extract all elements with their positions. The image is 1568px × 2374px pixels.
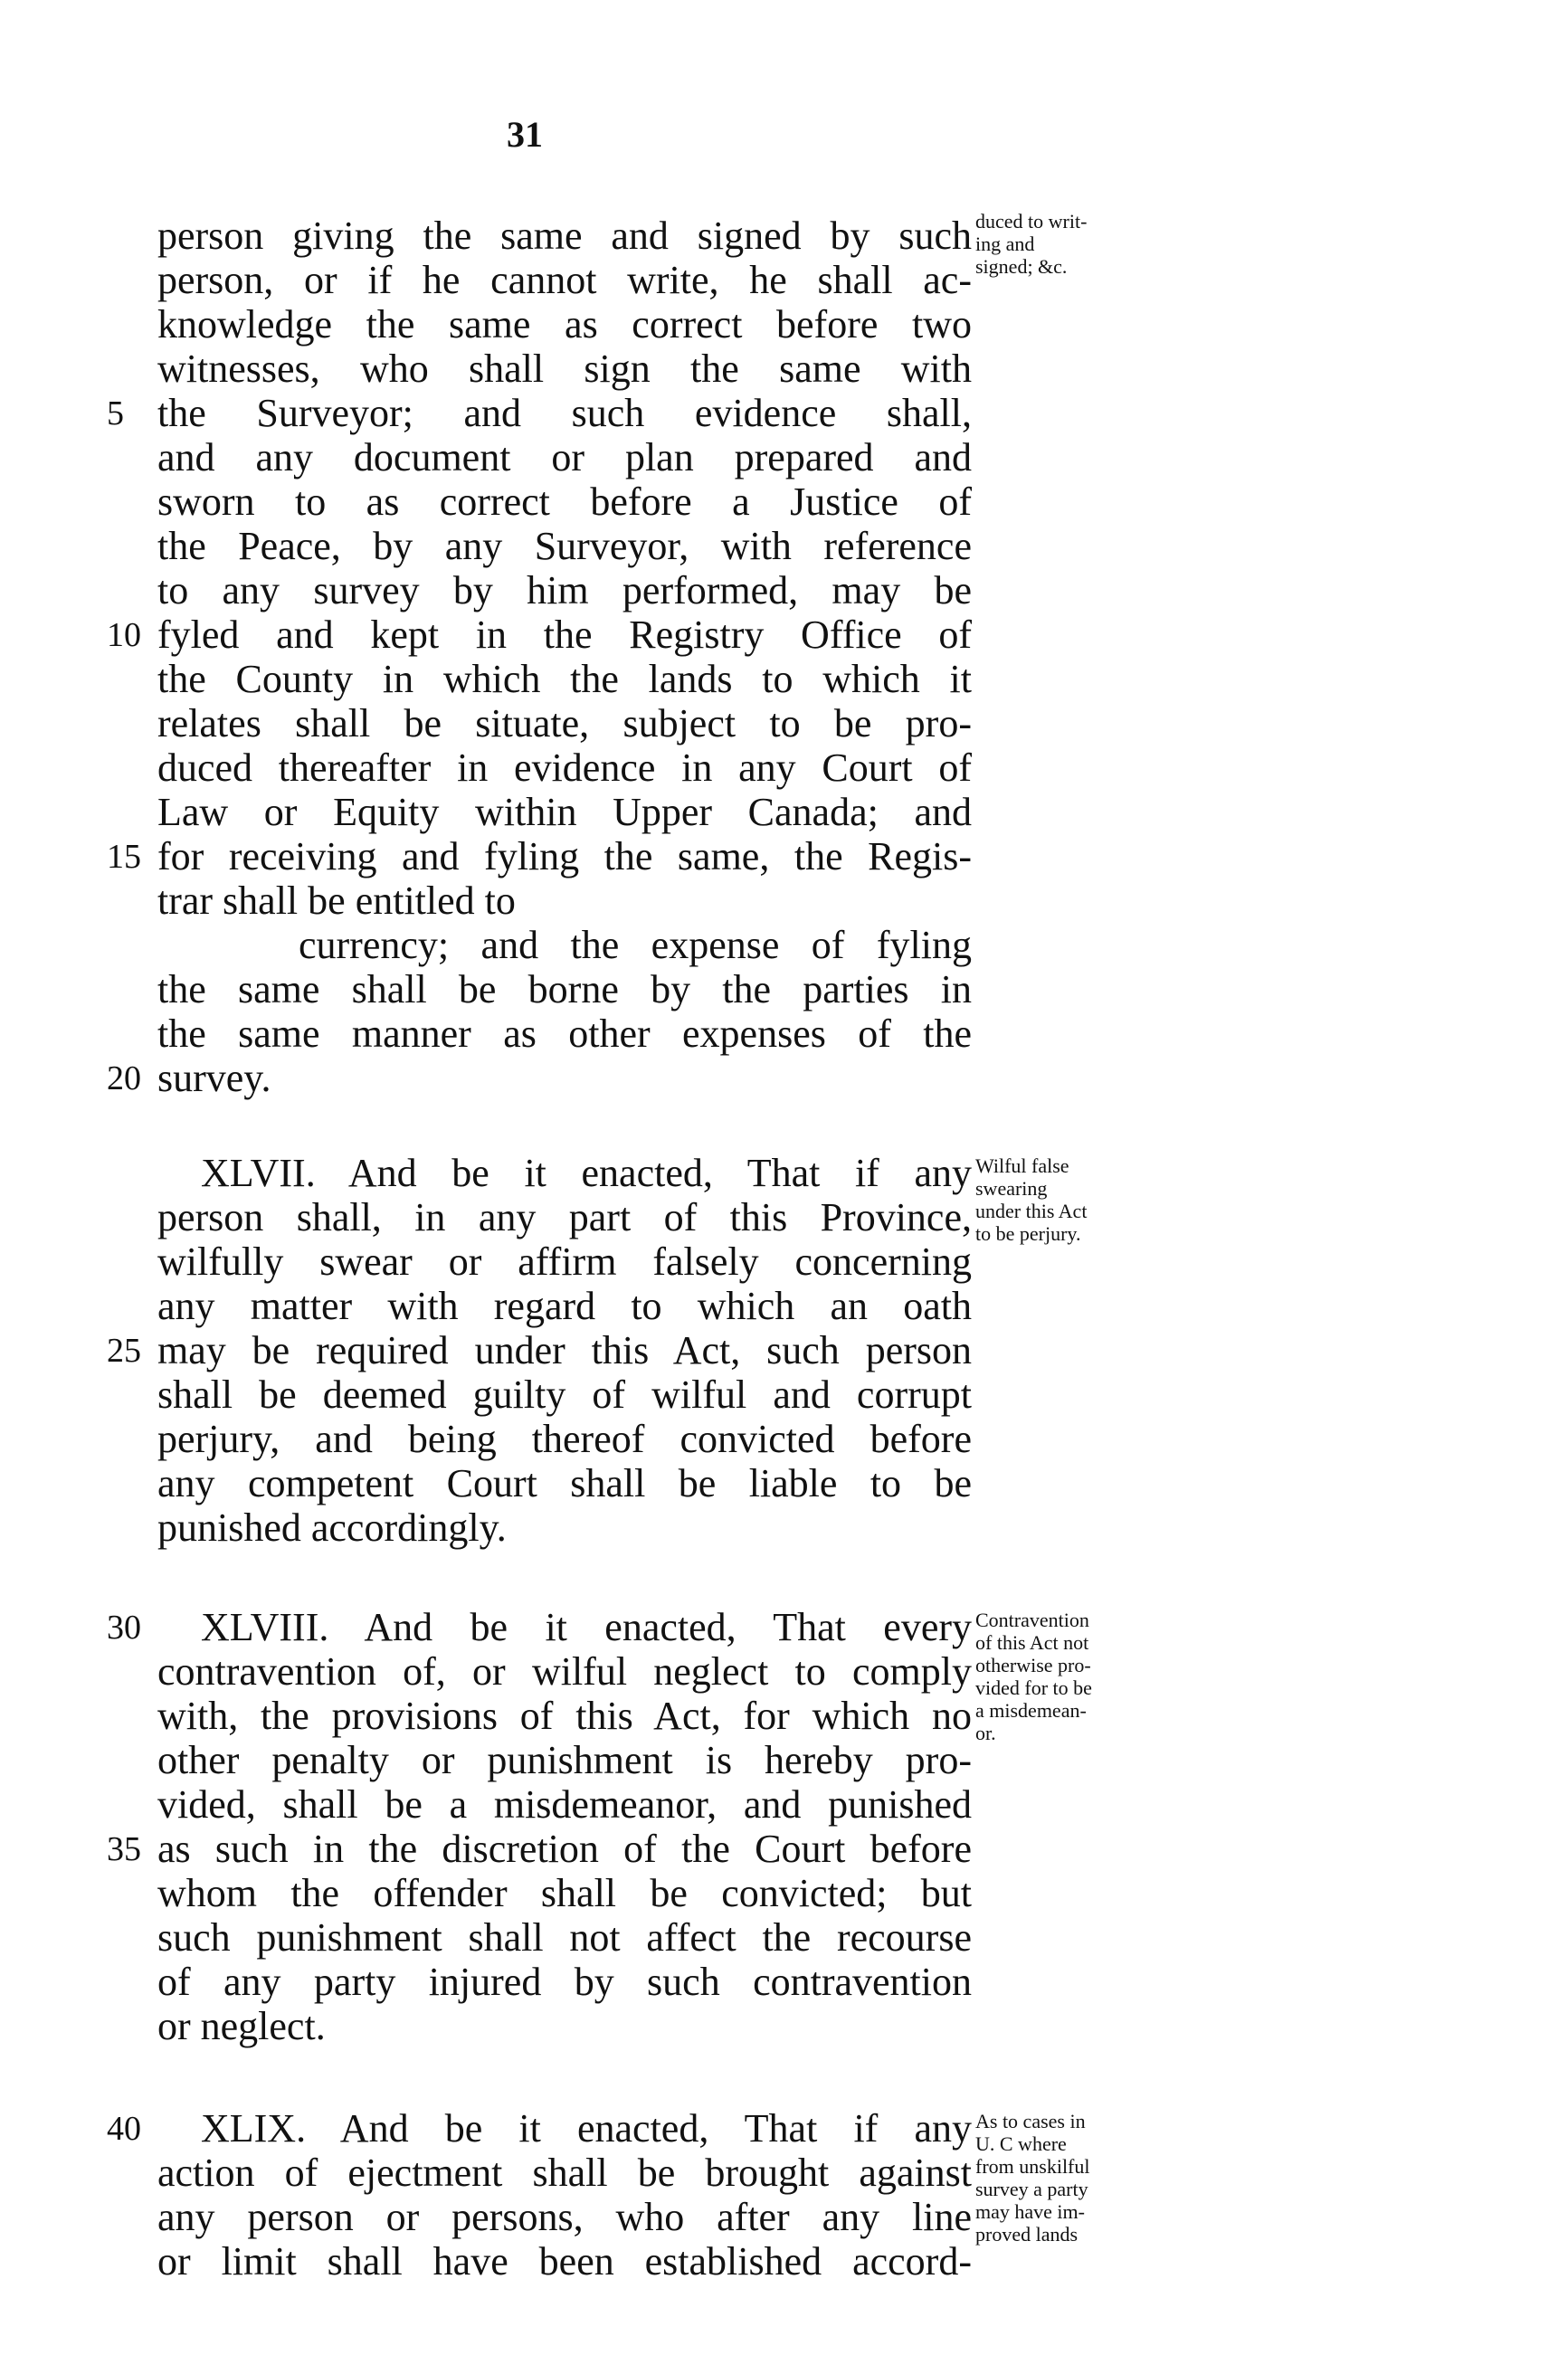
text-line: other penalty or punishment is hereby pro-	[157, 1738, 972, 1782]
text-line: or limit shall have been established accord-	[157, 2239, 972, 2284]
line-number: 30	[107, 1609, 141, 1647]
text-line: relates shall be situate, subject to be pro-	[157, 701, 972, 745]
page-number: 31	[507, 114, 543, 155]
text-line: such punishment shall not affect the recourse	[157, 1915, 972, 1960]
text-line: person giving the same and signed by such	[157, 214, 972, 258]
text-line: for receiving and fyling the same, the Regis-	[157, 834, 972, 878]
text-line: any competent Court shall be liable to be	[157, 1461, 972, 1505]
section-heading-line: XLVII. And be it enacted, That if any	[201, 1151, 972, 1195]
text-line: the Peace, by any Surveyor, with reference	[157, 524, 972, 568]
text-line: the Surveyor; and such evidence shall,	[157, 391, 972, 435]
text-line: vided, shall be a misdemeanor, and punished	[157, 1782, 972, 1827]
text-line: action of ejectment shall be brought against	[157, 2151, 972, 2195]
text-line: trar shall be entitled to	[157, 878, 516, 923]
text-line: shall be deemed guilty of wilful and corrupt	[157, 1372, 972, 1417]
text-line: survey.	[157, 1056, 271, 1100]
line-number: 25	[107, 1332, 141, 1370]
text-line: duced thereafter in evidence in any Court of	[157, 745, 972, 790]
text-line: person shall, in any part of this Province,	[157, 1195, 972, 1239]
text-line: any person or persons, who after any line	[157, 2195, 972, 2239]
line-number: 10	[107, 616, 141, 654]
text-line: witnesses, who shall sign the same with	[157, 347, 972, 391]
text-line: punished accordingly.	[157, 1505, 507, 1550]
text-line: with, the provisions of this Act, for which no	[157, 1694, 972, 1738]
margin-note-ejectment: As to cases in U. C where from unskilful survey a party may have im- proved lands	[975, 2110, 1090, 2246]
text-line: of any party injured by such contravention	[157, 1960, 972, 2004]
text-line: person, or if he cannot write, he shall ac-	[157, 258, 972, 302]
text-line: to any survey by him performed, may be	[157, 568, 972, 612]
text-line: the County in which the lands to which it	[157, 657, 972, 701]
text-line: the same manner as other expenses of the	[157, 1011, 972, 1056]
text-line: contravention of, or wilful neglect to comply	[157, 1649, 972, 1694]
text-line: wilfully swear or affirm falsely concerning	[157, 1239, 972, 1284]
text-line: Law or Equity within Upper Canada; and	[157, 790, 972, 834]
line-number: 40	[107, 2110, 141, 2148]
text-line: the same shall be borne by the parties in	[157, 967, 972, 1011]
line-number: 5	[107, 394, 124, 432]
text-line: perjury, and being thereof convicted before	[157, 1417, 972, 1461]
text-line: fyled and kept in the Registry Office of	[157, 612, 972, 657]
section-heading-line: XLIX. And be it enacted, That if any	[201, 2106, 972, 2151]
text-line: or neglect.	[157, 2004, 326, 2048]
text-line: as such in the discretion of the Court before	[157, 1827, 972, 1871]
section-heading-line: XLVIII. And be it enacted, That every	[201, 1605, 972, 1649]
margin-note-writing-signed: duced to writ- ing and signed; &c.	[975, 210, 1088, 278]
line-number: 35	[107, 1830, 141, 1868]
text-line: knowledge the same as correct before two	[157, 302, 972, 347]
text-line: currency; and the expense of fyling	[299, 923, 972, 967]
text-line: may be required under this Act, such person	[157, 1328, 972, 1372]
text-line: and any document or plan prepared and	[157, 435, 972, 480]
line-number: 20	[107, 1059, 141, 1097]
margin-note-contravention: Contravention of this Act not otherwise pro- vided for to be a misdemean- or.	[975, 1609, 1092, 1744]
text-line: whom the offender shall be convicted; but	[157, 1871, 972, 1915]
text-line: sworn to as correct before a Justice of	[157, 480, 972, 524]
text-line: any matter with regard to which an oath	[157, 1284, 972, 1328]
margin-note-false-swearing: Wilful false swearing under this Act to be perjury.	[975, 1154, 1088, 1245]
line-number: 15	[107, 838, 141, 876]
